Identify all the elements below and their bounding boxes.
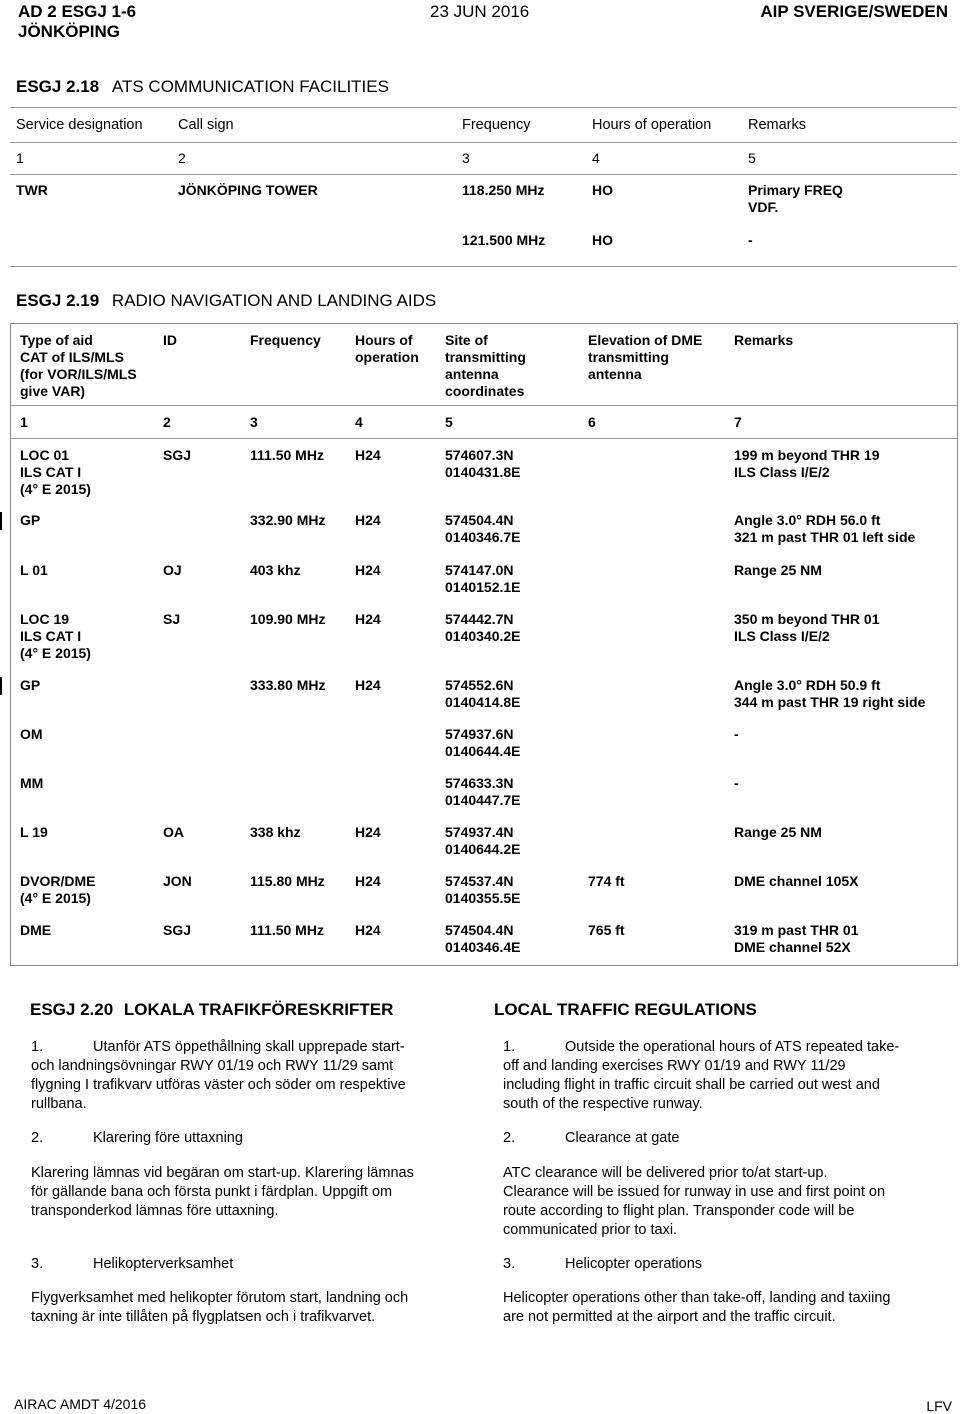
remarks (734, 873, 859, 890)
type-of-aid-line: ILS CAT I (20, 628, 82, 644)
frequency: 118.250 MHz (462, 182, 545, 198)
hours-of-operation: H24 (355, 611, 381, 627)
section-2-18-title (16, 77, 389, 97)
hours-of-operation: H24 (355, 447, 381, 463)
frequency: 332.90 MHz (250, 512, 326, 528)
table-rule (10, 174, 957, 175)
paragraph-number: 3. (31, 1256, 44, 1272)
column-number: 1 (16, 150, 24, 166)
aid-id: SJ (163, 611, 181, 627)
page-header-left (18, 2, 136, 42)
regulation-3-heading-en-line: 3. Helicopter operations (503, 1256, 703, 1272)
column-number: 2 (178, 150, 186, 166)
regulation-2-text-sv-line: för gällande bana och första punkt i färdplan. Uppgift om (31, 1184, 393, 1200)
type-of-aid-line: L 01 (20, 562, 48, 578)
remarks-line: 319 m past THR 01 (734, 922, 859, 938)
antenna-coordinates (445, 922, 521, 956)
regulation-3-heading-en (503, 1255, 702, 1274)
section-heading-sv: LOKALA TRAFIKFÖRESKRIFTER (123, 1000, 394, 1019)
type-of-aid-line: GP (20, 677, 41, 693)
column-header (734, 332, 793, 349)
amendment-bar (0, 677, 2, 695)
remarks-line: 344 m past THR 19 right side (734, 694, 926, 710)
table-rule (10, 266, 957, 267)
remarks-line: 350 m beyond THR 01 (734, 611, 880, 627)
remarks-line: 321 m past THR 01 left side (734, 529, 916, 545)
antenna-coordinates-line: 0140346.4E (445, 939, 521, 955)
column-number: 5 (445, 414, 453, 430)
antenna-coordinates (445, 562, 521, 596)
antenna-coordinates-line: 574537.4N (445, 873, 514, 889)
antenna-coordinates (445, 873, 521, 907)
remarks-line: DME channel 105X (734, 873, 859, 889)
remarks-line: Range 25 NM (734, 562, 822, 578)
regulation-3-text-sv (31, 1289, 408, 1327)
regulation-1-sv-line: flygning I trafikvarv utföras väster och söder om respektive (31, 1077, 406, 1093)
aerodrome-name: JÖNKÖPING (18, 22, 121, 41)
column-number: 5 (748, 150, 756, 166)
publication-name: AIP SVERIGE/SWEDEN (760, 2, 948, 21)
type-of-aid-line: (4° E 2015) (20, 645, 91, 661)
remarks-line: - (748, 232, 753, 248)
column-header-line: Hours of (355, 332, 413, 348)
type-of-aid (20, 922, 51, 939)
column-header-line: Frequency (250, 332, 321, 348)
frequency: 121.500 MHz (462, 232, 546, 248)
regulation-1-sv-line: rullbana. (31, 1096, 87, 1112)
antenna-coordinates-line: 0140644.2E (445, 841, 521, 857)
remarks-line: 199 m beyond THR 19 (734, 447, 880, 463)
column-header-line: Site of (445, 332, 488, 348)
antenna-coordinates (445, 824, 521, 858)
column-header (355, 332, 419, 366)
regulation-2-heading-en-line: 2. Clearance at gate (503, 1130, 680, 1146)
antenna-coordinates (445, 447, 521, 481)
antenna-coordinates-line: 574147.0N (445, 562, 514, 578)
frequency: 111.50 MHz (250, 447, 324, 463)
regulation-3-text-en-line: are not permitted at the airport and the traffic circuit. (503, 1309, 836, 1325)
regulation-3-text-en (503, 1289, 890, 1327)
frequency: 333.80 MHz (250, 677, 326, 693)
column-header-line: ID (163, 332, 177, 348)
column-number: 2 (163, 414, 171, 430)
aid-id: SGJ (163, 922, 192, 938)
antenna-coordinates-line: 574937.4N (445, 824, 514, 840)
hours-of-operation: H24 (355, 922, 381, 938)
table-rule (10, 107, 957, 108)
regulation-1-sv-line: 1. Utanför ATS öppethållning skall upprepade start- (31, 1039, 405, 1055)
regulation-3-text-en-line: Helicopter operations other than take-off, landing and taxiing (503, 1290, 891, 1306)
type-of-aid-line: (4° E 2015) (20, 890, 91, 906)
remarks-line: DME channel 52X (734, 939, 851, 955)
type-of-aid-line: OM (20, 726, 43, 742)
remarks (734, 726, 739, 743)
antenna-coordinates (445, 775, 521, 809)
column-header-line: CAT of ILS/MLS (20, 349, 124, 365)
column-header: Remarks (748, 117, 807, 133)
hours-of-operation: HO (592, 232, 613, 248)
column-header: Call sign (178, 117, 234, 133)
regulation-1-sv (31, 1038, 406, 1114)
regulation-1-en (503, 1038, 899, 1114)
antenna-coordinates-line: 0140644.4E (445, 743, 521, 759)
type-of-aid (20, 512, 40, 529)
regulation-1-en-line: including flight in traffic circuit shall be carried out west and (503, 1077, 880, 1093)
remarks-line: Angle 3.0° RDH 56.0 ft (734, 512, 881, 528)
column-header: Hours of operation (592, 117, 712, 133)
frequency: 338 khz (250, 824, 301, 840)
remarks-line: VDF. (748, 199, 779, 215)
frequency: 403 khz (250, 562, 301, 578)
column-header (20, 332, 137, 400)
document-id: AD 2 ESGJ 1-6 (18, 2, 137, 21)
aid-id: OJ (163, 562, 182, 578)
paragraph-number: 1. (503, 1039, 516, 1055)
column-header (445, 332, 526, 400)
antenna-coordinates-line: 0140355.5E (445, 890, 521, 906)
section-heading: RADIO NAVIGATION AND LANDING AIDS (111, 291, 437, 310)
frequency: 109.90 MHz (250, 611, 326, 627)
section-heading: ATS COMMUNICATION FACILITIES (111, 77, 389, 96)
column-header-line: operation (355, 349, 419, 365)
remarks (734, 562, 822, 579)
column-header (163, 332, 177, 349)
column-header-line: transmitting (588, 349, 669, 365)
remarks (734, 447, 880, 481)
remarks-line: Angle 3.0° RDH 50.9 ft (734, 677, 881, 693)
regulation-2-text-sv-line: Klarering lämnas vid begäran om start-up. Klarering lämnas (31, 1165, 414, 1181)
dme-elevation: 765 ft (588, 922, 625, 938)
column-number: 6 (588, 414, 596, 430)
column-header-line: antenna (588, 366, 642, 382)
antenna-coordinates-line: 574607.3N (445, 447, 514, 463)
regulation-2-text-sv (31, 1164, 414, 1221)
paragraph-number: 2. (31, 1130, 44, 1146)
column-header: Service designation (16, 117, 143, 133)
aid-id: SGJ (163, 447, 192, 463)
antenna-coordinates-line: 574504.4N (445, 922, 514, 938)
column-header-line: Type of aid (20, 332, 93, 348)
antenna-coordinates-line: 574504.4N (445, 512, 514, 528)
type-of-aid-line: LOC 19 (20, 611, 70, 627)
remarks (734, 922, 859, 956)
regulation-1-en-line: south of the respective runway. (503, 1096, 703, 1112)
type-of-aid-line: DVOR/DME (20, 873, 96, 889)
remarks-line: ILS Class I/E/2 (734, 464, 830, 480)
type-of-aid (20, 775, 43, 792)
type-of-aid-line: L 19 (20, 824, 48, 840)
type-of-aid (20, 611, 91, 662)
type-of-aid-line: ILS CAT I (20, 464, 82, 480)
regulation-2-text-en-line: ATC clearance will be delivered prior to/at start-up. (503, 1165, 828, 1181)
regulation-1-sv-line: och landningsövningar RWY 01/19 och RWY 11/29 samt (31, 1058, 394, 1074)
column-header-line: Elevation of DME (588, 332, 703, 348)
regulation-2-text-sv-line: transponderkod lämnas före uttaxning. (31, 1203, 279, 1219)
hours-of-operation: H24 (355, 512, 381, 528)
remarks-line: - (734, 726, 739, 742)
column-header-line: transmitting (445, 349, 526, 365)
column-number: 4 (592, 150, 600, 166)
service-designation: TWR (16, 182, 48, 198)
column-number: 4 (355, 414, 363, 430)
regulation-3-text-sv-line: Flygverksamhet med helikopter förutom start, landning och (31, 1290, 409, 1306)
type-of-aid-line: GP (20, 512, 41, 528)
column-header-line: coordinates (445, 383, 525, 399)
frequency: 115.80 MHz (250, 873, 325, 889)
paragraph-number: 3. (503, 1256, 516, 1272)
remarks (734, 512, 915, 546)
aid-id: JON (163, 873, 192, 889)
antenna-coordinates (445, 512, 521, 546)
dme-elevation: 774 ft (588, 873, 625, 889)
column-header-line: Remarks (734, 332, 794, 348)
regulation-3-heading-sv-line: 3. Helikopterverksamhet (31, 1256, 234, 1272)
column-header: Frequency (462, 117, 531, 133)
type-of-aid-line: MM (20, 775, 44, 791)
type-of-aid-line: DME (20, 922, 52, 938)
table-rule (10, 405, 957, 406)
antenna-coordinates-line: 0140346.7E (445, 529, 521, 545)
column-header-line: antenna (445, 366, 499, 382)
hours-of-operation: H24 (355, 677, 381, 693)
amendment-bar (0, 512, 2, 530)
section-code: ESGJ 2.19 (16, 291, 100, 310)
footer-issuer: LFV (926, 1398, 952, 1414)
column-header (588, 332, 702, 383)
remarks-line: Range 25 NM (734, 824, 822, 840)
aid-id: OA (163, 824, 184, 840)
remarks (734, 775, 739, 792)
antenna-coordinates-line: 0140152.1E (445, 579, 521, 595)
regulation-2-heading-en (503, 1129, 679, 1148)
regulation-1-en-line: off and landing exercises RWY 01/19 and RWY 11/29 (503, 1058, 846, 1074)
type-of-aid (20, 873, 95, 907)
type-of-aid (20, 726, 43, 743)
antenna-coordinates (445, 726, 521, 760)
column-number: 1 (20, 414, 28, 430)
footer-amendment: AIRAC AMDT 4/2016 (14, 1396, 147, 1412)
paragraph-number: 2. (503, 1130, 516, 1146)
section-2-19-title (16, 291, 436, 311)
antenna-coordinates (445, 611, 521, 645)
column-number: 3 (250, 414, 258, 430)
antenna-coordinates-line: 0140414.8E (445, 694, 521, 710)
paragraph-number: 1. (31, 1039, 44, 1055)
antenna-coordinates-line: 0140447.7E (445, 792, 521, 808)
remarks (748, 182, 843, 216)
type-of-aid (20, 562, 48, 579)
table-rule (10, 438, 957, 439)
column-number: 7 (734, 414, 742, 430)
type-of-aid-line: (4° E 2015) (20, 481, 91, 497)
regulation-2-text-en-line: communicated prior to taxi. (503, 1222, 678, 1238)
hours-of-operation: H24 (355, 562, 381, 578)
regulation-2-text-en-line: Clearance will be issued for runway in use and first point on (503, 1184, 886, 1200)
antenna-coordinates (445, 677, 521, 711)
antenna-coordinates-line: 574552.6N (445, 677, 514, 693)
regulation-2-text-en (503, 1164, 885, 1240)
frequency: 111.50 MHz (250, 922, 324, 938)
section-code: ESGJ 2.20 (30, 1000, 114, 1019)
remarks-line: Primary FREQ (748, 182, 843, 198)
regulation-2-text-en-line: route according to flight plan. Transponder code will be (503, 1203, 855, 1219)
section-2-20-title (30, 1000, 393, 1020)
column-number: 3 (462, 150, 470, 166)
type-of-aid-line: LOC 01 (20, 447, 70, 463)
antenna-coordinates-line: 574442.7N (445, 611, 514, 627)
remarks-line: - (734, 775, 739, 791)
hours-of-operation: H24 (355, 824, 381, 840)
regulation-3-text-sv-line: taxning är inte tillåten på flygplatsen och i trafikvarvet. (31, 1309, 376, 1325)
remarks (748, 232, 753, 249)
effective-date: 23 JUN 2016 (430, 2, 530, 21)
antenna-coordinates-line: 0140431.8E (445, 464, 521, 480)
section-code: ESGJ 2.18 (16, 77, 100, 96)
hours-of-operation: H24 (355, 873, 381, 889)
regulation-1-en-line: 1. Outside the operational hours of ATS repeated take- (503, 1039, 900, 1055)
type-of-aid (20, 447, 91, 498)
regulation-3-heading-sv (31, 1255, 233, 1274)
remarks (734, 824, 822, 841)
type-of-aid (20, 824, 48, 841)
antenna-coordinates-line: 0140340.2E (445, 628, 521, 644)
regulation-2-heading-sv (31, 1129, 243, 1148)
remarks (734, 611, 880, 645)
table-rule (10, 142, 957, 143)
antenna-coordinates-line: 574633.3N (445, 775, 514, 791)
type-of-aid (20, 677, 40, 694)
column-header-line: give VAR) (20, 383, 86, 399)
antenna-coordinates-line: 574937.6N (445, 726, 514, 742)
column-header-line: (for VOR/ILS/MLS (20, 366, 137, 382)
hours-of-operation: HO (592, 182, 613, 198)
regulation-2-heading-sv-line: 2. Klarering före uttaxning (31, 1130, 243, 1146)
call-sign: JÖNKÖPING TOWER (178, 182, 318, 198)
column-header (250, 332, 321, 349)
remarks (734, 677, 925, 711)
remarks-line: ILS Class I/E/2 (734, 628, 830, 644)
section-heading-en: LOCAL TRAFFIC REGULATIONS (494, 1000, 757, 1019)
